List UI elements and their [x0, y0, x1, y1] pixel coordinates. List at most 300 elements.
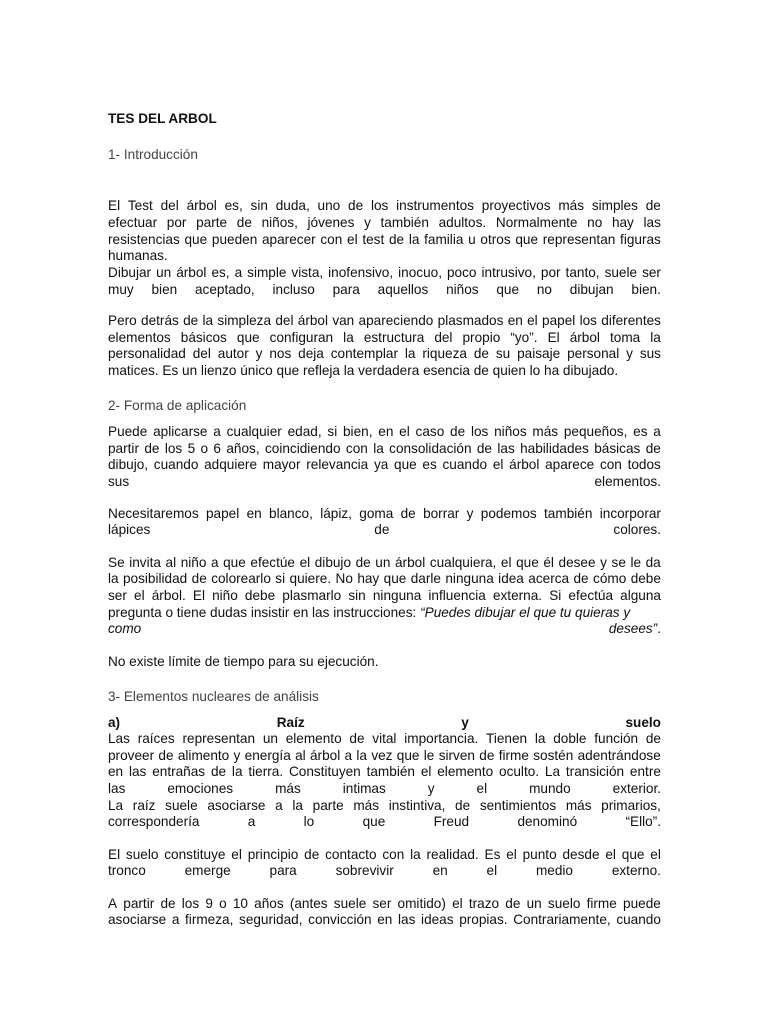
line-word: no — [587, 215, 603, 230]
line-word: de — [236, 215, 252, 230]
line-word: “Ello”. — [625, 814, 661, 829]
line-word: bien, — [343, 424, 373, 439]
line-word: quiere. — [289, 571, 332, 586]
line-word: de — [349, 731, 365, 746]
line-word: familia — [424, 232, 464, 247]
line-word: intimas — [342, 781, 386, 796]
line-word: efectuar — [108, 215, 158, 230]
line-word: 10 — [232, 896, 248, 911]
line-word: de — [476, 441, 492, 456]
paragraph-line — [108, 441, 661, 458]
line-word: Necesitaremos — [108, 506, 199, 521]
line-word: de — [450, 424, 466, 439]
line-word: que — [396, 748, 420, 763]
line-word: darle — [410, 571, 441, 586]
line-word: más — [353, 798, 380, 813]
line-word: la — [534, 731, 546, 746]
line-word: simpleza — [217, 313, 272, 328]
paragraph-line — [108, 605, 661, 622]
line-word: el — [452, 896, 463, 911]
line-word: el — [527, 313, 538, 328]
line-word: personal — [567, 346, 620, 361]
line-word: figuras — [620, 232, 661, 247]
line-word: estructura — [363, 330, 425, 345]
line-word: partir — [123, 896, 155, 911]
line-word: la — [410, 847, 421, 862]
line-word: ser — [372, 896, 392, 911]
line-word: la — [108, 571, 119, 586]
line-word: 9 — [205, 896, 213, 911]
line-word: colores. — [613, 522, 661, 537]
line-word: los — [181, 896, 200, 911]
line-word: (antes — [289, 896, 328, 911]
line-word: importancia. — [404, 731, 479, 746]
line-word: Pero — [108, 313, 137, 328]
line-word: parte — [312, 798, 344, 813]
line-word: cualquiera, — [429, 555, 497, 570]
line-word: 6 — [213, 441, 221, 456]
line-word: tronco — [108, 863, 146, 878]
line-word: de — [388, 232, 405, 247]
line-word: le — [423, 748, 435, 763]
line-word: proyectivos — [481, 198, 551, 213]
paragraph-line — [108, 896, 661, 913]
line-word: raíz — [132, 798, 156, 813]
line-word: el — [231, 847, 242, 862]
line-word: punto — [522, 847, 557, 862]
paragraph-line — [108, 814, 661, 831]
line-word: puede — [623, 896, 661, 911]
line-word: da — [645, 555, 661, 570]
line-word: Normalmente — [495, 215, 578, 230]
line-word: principio — [247, 847, 299, 862]
paragraph-line — [108, 313, 661, 330]
line-word: de — [645, 731, 661, 746]
line-word: las — [128, 764, 147, 779]
line-word: la — [356, 748, 367, 763]
line-word: no — [536, 282, 552, 297]
line-word: o — [200, 441, 209, 456]
paragraph-line: matices. Es un lienzo único que refleja la verdadera esencia de quien lo ha dibujado. — [108, 363, 619, 378]
line-word: la — [231, 764, 243, 779]
line-word: configuran — [269, 330, 334, 345]
line-word: elemento — [437, 764, 494, 779]
line-word: si — [275, 571, 286, 586]
section-heading-elementos-nucleares: 3- Elementos nucleares de análisis — [108, 689, 319, 704]
line-word: en — [378, 424, 394, 439]
line-word: la — [202, 313, 214, 328]
line-word: instrumentos — [396, 198, 474, 213]
line-word: plasmarlo — [282, 588, 342, 603]
line-word: sus — [108, 474, 130, 489]
line-word: caso — [415, 424, 445, 439]
line-word: aquellos — [377, 282, 429, 297]
line-word: idea — [498, 571, 524, 586]
line-word: lápiz, — [320, 506, 352, 521]
line-word: Raíz — [276, 715, 305, 730]
line-word: niños — [494, 424, 527, 439]
line-word: La — [108, 798, 124, 813]
line-word: representan — [182, 731, 256, 746]
line-word: de — [348, 198, 364, 213]
line-word: 5 — [187, 441, 196, 456]
line-word: A — [108, 896, 118, 911]
line-word: entre — [629, 764, 661, 779]
line-word: un — [526, 896, 542, 911]
line-word: con — [320, 232, 343, 247]
line-word: Contrariamente, — [513, 912, 611, 927]
line-word: relevancia — [306, 457, 369, 472]
line-word: de — [183, 313, 199, 328]
line-word: ya — [373, 457, 389, 472]
line-word: u — [468, 232, 476, 247]
paragraph-line — [108, 330, 661, 347]
line-word: sirven — [438, 748, 475, 763]
line-word: alguna — [620, 588, 661, 603]
line-word: influencia — [428, 588, 486, 603]
line-word: las — [497, 441, 515, 456]
line-word: dibujo, — [108, 457, 149, 472]
line-word: el — [347, 232, 358, 247]
line-word: vista, — [291, 265, 324, 280]
paragraph-line — [108, 621, 661, 638]
line-word: en — [507, 313, 523, 328]
line-word: es, — [211, 265, 230, 280]
line-word: debe — [244, 588, 276, 603]
line-word: adultos. — [438, 215, 487, 230]
line-word: alimento — [177, 748, 230, 763]
line-word: que — [383, 571, 407, 586]
line-word: suele — [333, 896, 367, 911]
line-word: simples — [591, 198, 638, 213]
line-word: para — [269, 863, 297, 878]
line-word: ninguna — [372, 588, 422, 603]
line-word: Freud — [433, 814, 470, 829]
line-word: años — [254, 896, 284, 911]
line-word: las — [108, 781, 126, 796]
paragraph-line — [108, 457, 661, 474]
paragraph-line — [108, 781, 661, 798]
line-word: un — [156, 265, 172, 280]
line-word: sentimientos — [479, 798, 557, 813]
line-word: correspondería — [108, 814, 200, 829]
line-word: que — [362, 814, 386, 829]
line-word: que — [184, 232, 208, 247]
line-word: asociarse — [108, 912, 167, 927]
line-word: omitido) — [397, 896, 446, 911]
paragraph-line — [108, 346, 661, 363]
line-word: Si — [549, 588, 562, 603]
line-word: bien. — [631, 282, 661, 297]
line-word: Es — [484, 847, 501, 862]
line-word: la — [408, 232, 420, 247]
quoted-instruction-end: desees” — [608, 621, 658, 636]
line-word: al — [295, 748, 306, 763]
line-word: personalidad — [108, 346, 186, 361]
line-word: propias. — [459, 912, 508, 927]
line-word: que — [516, 555, 539, 570]
line-word: él — [543, 555, 554, 570]
line-word: las — [643, 215, 661, 230]
line-word: el — [486, 863, 498, 878]
line-word: sin — [250, 198, 268, 213]
line-word: árbol — [297, 313, 329, 328]
line-word: que — [394, 457, 417, 472]
line-word: seguridad, — [239, 912, 303, 927]
line-word: un — [262, 731, 278, 746]
line-text: pregunta o tiene dudas insistir en las instrucciones: — [108, 605, 421, 620]
line-word: para — [332, 282, 360, 297]
line-word: mundo — [529, 781, 571, 796]
line-word: Se — [108, 555, 125, 570]
line-word: firme — [498, 748, 529, 763]
line-word: test — [362, 232, 385, 247]
line-word: sostén — [533, 748, 574, 763]
line-word: de — [191, 571, 207, 586]
line-word: dibujan — [569, 282, 614, 297]
line-word: y — [364, 215, 371, 230]
line-word: transición — [565, 764, 625, 779]
line-period: . — [657, 621, 661, 636]
line-word: detrás — [141, 313, 179, 328]
line-word: simple — [247, 265, 287, 280]
paragraph-line — [108, 748, 661, 765]
line-word: a — [234, 265, 243, 280]
line-word: un — [375, 555, 391, 570]
line-word: suelo — [125, 847, 159, 862]
line-word: a — [171, 912, 180, 927]
line-word: muy — [108, 282, 134, 297]
paragraph-line — [108, 588, 661, 605]
line-word: pueden — [211, 232, 258, 247]
line-word: suelo — [625, 715, 661, 730]
line-word: o — [219, 896, 227, 911]
line-word: con — [599, 457, 622, 472]
line-word: primarios, — [601, 798, 661, 813]
line-word: con — [382, 847, 405, 862]
line-word: edad, — [287, 424, 322, 439]
line-word: de — [355, 555, 371, 570]
line-word: de — [455, 798, 471, 813]
line-word: suelo — [547, 896, 581, 911]
line-word: oculto. — [499, 764, 540, 779]
line-word: paisaje — [517, 346, 561, 361]
line-word: si — [327, 424, 338, 439]
line-word: más — [532, 424, 559, 439]
line-word: cualquier — [226, 424, 282, 439]
line-word: de — [645, 441, 661, 456]
line-word: y — [600, 555, 607, 570]
paragraph-line — [108, 912, 661, 929]
line-word: efectúa — [568, 588, 614, 603]
line-word: a — [213, 424, 221, 439]
line-word: autor — [217, 346, 249, 361]
line-word: niño — [180, 555, 207, 570]
line-word: mayor — [262, 457, 301, 472]
line-word: el — [399, 424, 410, 439]
line-word: podemos — [480, 506, 537, 521]
line-word: efectúe — [250, 555, 295, 570]
line-word: asociarse — [207, 798, 266, 813]
line-word: suele — [165, 798, 198, 813]
line-word: de — [374, 522, 390, 537]
line-word: a — [344, 748, 353, 763]
line-word: como — [108, 621, 142, 636]
line-word: por — [166, 215, 187, 230]
line-word: Test — [127, 198, 153, 213]
line-word: resistencias — [108, 232, 180, 247]
line-word: a — [275, 798, 283, 813]
line-word: y — [255, 346, 263, 361]
line-word: el — [134, 588, 145, 603]
paragraph-line — [108, 731, 661, 748]
line-word: de — [505, 896, 521, 911]
line-word: habilidades — [520, 441, 589, 456]
line-word: contacto — [325, 847, 377, 862]
paragraph-line — [108, 764, 661, 781]
line-word: adentrándose — [577, 748, 661, 763]
line-word: realidad. — [426, 847, 479, 862]
paragraph-line — [108, 265, 661, 282]
line-word: más — [558, 198, 585, 213]
line-word: La — [544, 764, 561, 779]
line-word: bien — [151, 282, 178, 297]
line-word: se — [611, 555, 626, 570]
line-word: hay — [357, 571, 380, 586]
line-word: al — [165, 555, 177, 570]
line-word: posibilidad — [123, 571, 188, 586]
quoted-instruction: “Puedes dibujar el que tu quieras y — [420, 605, 631, 620]
line-word: elementos — [108, 330, 171, 345]
line-word: tanto, — [565, 265, 600, 280]
line-word: su — [495, 346, 511, 361]
line-word: también — [544, 506, 593, 521]
line-word: doble — [553, 731, 587, 746]
line-word: los — [470, 424, 489, 439]
line-word: invita — [129, 555, 161, 570]
line-word: básicas — [594, 441, 641, 456]
line-word: ninguna — [445, 571, 494, 586]
line-word: la — [292, 798, 303, 813]
line-word: El — [192, 588, 205, 603]
line-word: sin — [348, 588, 366, 603]
line-word: acerca — [528, 571, 570, 586]
line-word: vital — [372, 731, 397, 746]
line-word: también — [380, 215, 429, 230]
line-word: representan — [542, 232, 616, 247]
line-word: incorporar — [599, 506, 661, 521]
line-word: el — [500, 555, 512, 570]
line-word: árbol — [176, 265, 207, 280]
line-word: niño — [212, 588, 238, 603]
paragraph-line — [108, 798, 661, 815]
line-word: le — [630, 555, 642, 570]
line-word: inocuo, — [398, 265, 442, 280]
line-word: es, — [224, 198, 243, 213]
line-word: elemento — [285, 731, 342, 746]
line-word: energía — [244, 748, 291, 763]
section-heading-introduccion: 1- Introducción — [108, 147, 198, 162]
line-word: más — [565, 798, 592, 813]
line-word: que — [236, 330, 260, 345]
line-word: el — [492, 457, 504, 472]
line-word: a — [653, 424, 661, 439]
line-word: externo. — [611, 863, 661, 878]
line-word: de — [210, 764, 227, 779]
line-word: por — [540, 265, 561, 280]
paragraph-line — [108, 522, 661, 539]
line-word: del — [434, 330, 453, 345]
line-word: el — [605, 847, 616, 862]
line-word: árbol — [569, 330, 600, 345]
line-word: árbol — [395, 555, 426, 570]
line-word: emerge — [184, 863, 231, 878]
line-word: instintiva, — [388, 798, 446, 813]
line-word: entrañas — [152, 764, 206, 779]
line-word: la — [373, 441, 384, 456]
line-word: parte — [196, 215, 228, 230]
line-word: de — [645, 198, 661, 213]
paragraph-line — [108, 474, 661, 491]
paragraph-line — [108, 215, 661, 232]
line-word: y — [427, 781, 435, 796]
line-word: Las — [108, 731, 130, 746]
paragraph-line — [108, 232, 661, 249]
line-word: externa. — [492, 588, 543, 603]
line-word: en — [432, 863, 448, 878]
line-word: cuando — [616, 912, 661, 927]
line-word: niños, — [261, 215, 298, 230]
line-word: los — [164, 441, 183, 456]
line-word: El — [547, 330, 560, 345]
line-word: árbol — [309, 748, 341, 763]
line-word: que — [496, 282, 520, 297]
line-word: ser — [642, 265, 661, 280]
line-word: tierra. — [248, 764, 284, 779]
line-word: de — [160, 896, 176, 911]
line-word: la — [404, 346, 416, 361]
line-word: con — [345, 441, 368, 456]
line-word: a — [210, 555, 219, 570]
line-word: goma — [359, 506, 394, 521]
line-word: el — [420, 764, 432, 779]
line-word: en — [108, 764, 124, 779]
line-word: el — [506, 847, 517, 862]
line-word: jóvenes — [307, 215, 355, 230]
line-word: de — [573, 571, 589, 586]
line-word: cuando — [153, 457, 199, 472]
line-word: desee — [558, 555, 596, 570]
line-word: trazo — [468, 896, 500, 911]
line-word: firme — [586, 896, 617, 911]
line-word: partir — [108, 441, 139, 456]
line-word: todos — [627, 457, 661, 472]
line-word: exterior. — [612, 781, 661, 796]
paragraph-line — [108, 555, 661, 572]
line-word: riqueza — [422, 346, 467, 361]
line-word: vez — [371, 748, 393, 763]
line-word: que — [515, 232, 539, 247]
section-heading-forma-aplicacion: 2- Forma de aplicación — [108, 398, 247, 413]
line-word: en — [246, 506, 262, 521]
line-word: pequeños, — [563, 424, 628, 439]
paragraph-line — [108, 847, 661, 864]
line-word: duda, — [275, 198, 310, 213]
line-word: intrusivo, — [481, 265, 536, 280]
line-word: inofensivo, — [328, 265, 394, 280]
line-word: papel — [542, 313, 576, 328]
line-word: plasmados — [437, 313, 504, 328]
